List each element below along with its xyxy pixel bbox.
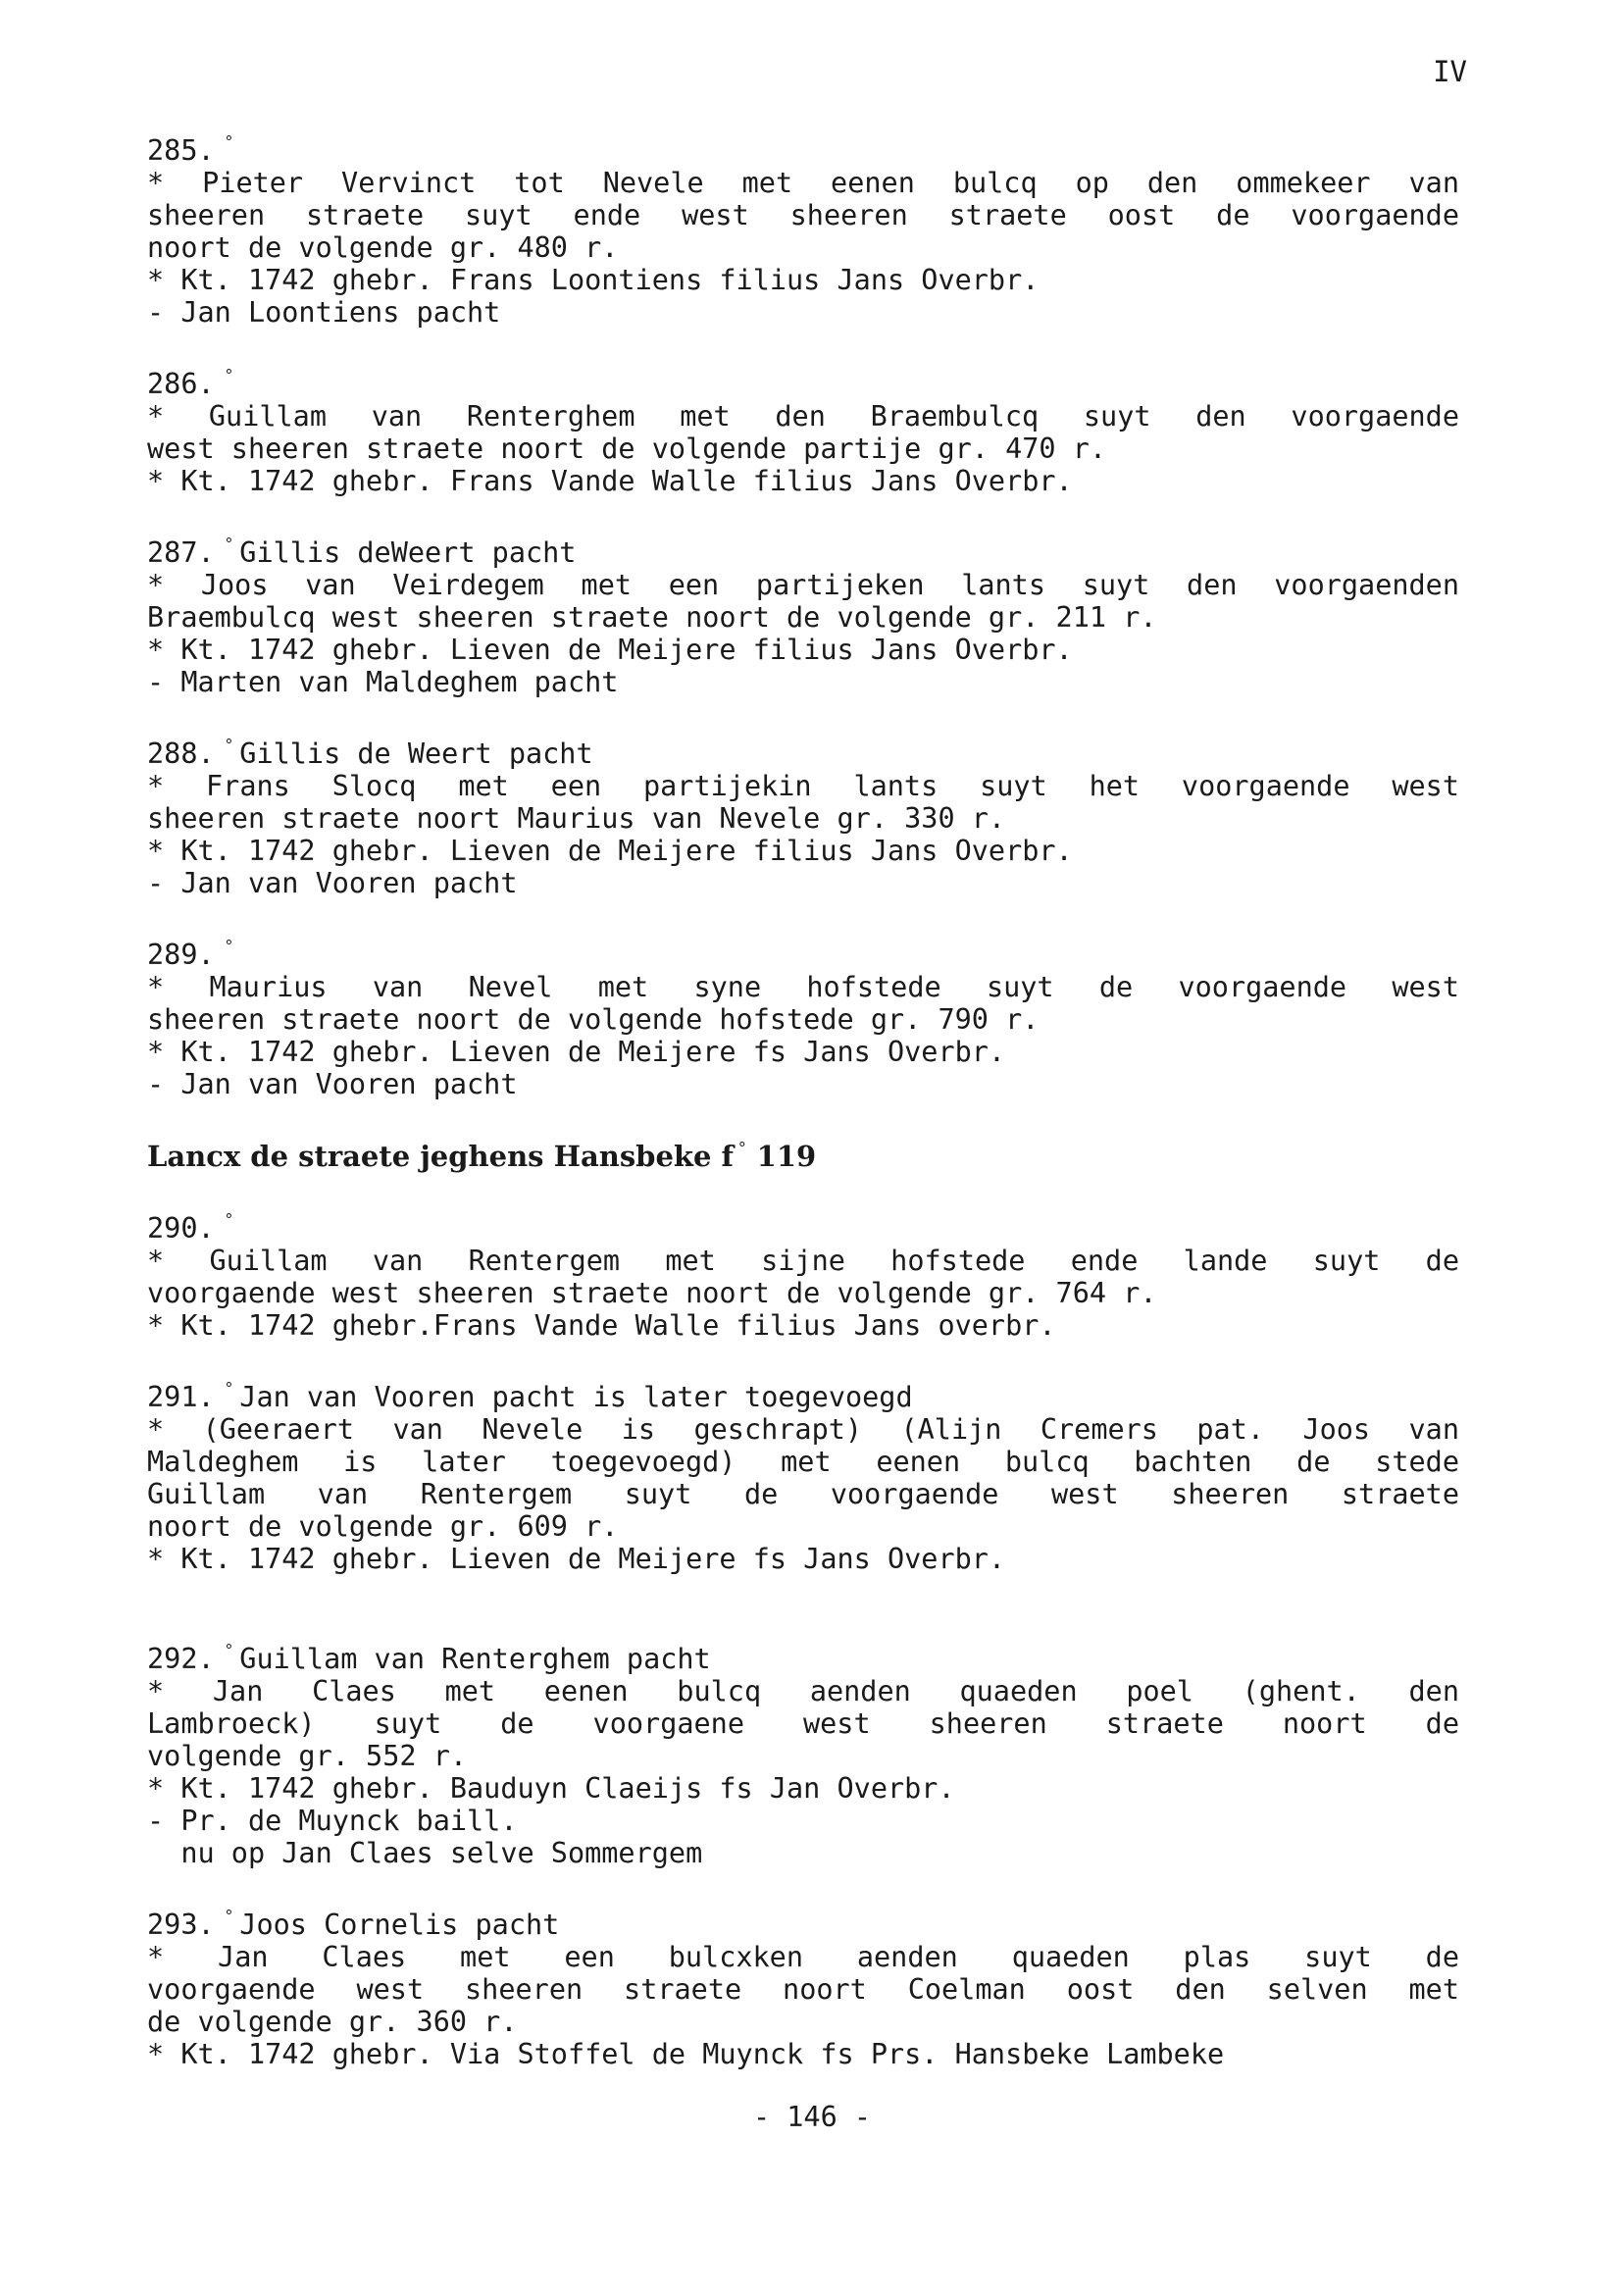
entry-line: nu op Jan Claes selve Sommergem xyxy=(147,1837,703,1869)
entry xyxy=(147,359,1459,497)
entry-line: * Kt. 1742 ghebr. Frans Loontiens filius Jans Overbr. xyxy=(147,264,1040,296)
entry-line: * Kt. 1742 ghebr. Bauduyn Claeijs fs Jan Overbr. xyxy=(147,1772,955,1805)
entry-header xyxy=(147,528,1459,569)
entry xyxy=(147,1203,1459,1342)
entry-line: * Guillam van Rentergem met sijne hofstede ende lande suyt de xyxy=(147,1245,1459,1277)
entry-note: Jan van Vooren pacht is later toegevoegd xyxy=(239,1381,913,1413)
entry-line: volgende gr. 552 r. xyxy=(147,1740,468,1772)
entry-line: de volgende gr. 360 r. xyxy=(147,2006,518,2038)
entry-header xyxy=(147,1372,1459,1413)
entry-line: * Kt. 1742 ghebr.Frans Vande Walle filius Jans overbr. xyxy=(147,1309,1056,1342)
entry-line: west sheeren straete noort de volgende partije gr. 470 r. xyxy=(147,433,1107,465)
entry-header xyxy=(147,1900,1459,1941)
entry-line: * Kt. 1742 ghebr. Lieven de Meijere filius Jans Overbr. xyxy=(147,835,1073,867)
section-heading xyxy=(147,1131,1459,1174)
entry-line: voorgaende west sheeren straete noort de volgende gr. 764 r. xyxy=(147,1277,1157,1309)
entry xyxy=(147,126,1459,329)
entry-line: * Kt. 1742 ghebr. Lieven de Meijere filius Jans Overbr. xyxy=(147,634,1073,666)
entry-line: * (Geeraert van Nevele is geschrapt) (Alijn Cremers pat. Joos van xyxy=(147,1413,1459,1446)
entry-header xyxy=(147,359,1459,400)
entry-line: - Jan van Vooren pacht xyxy=(147,867,518,899)
entry-number: 293. xyxy=(147,1909,215,1941)
entry-line: * Maurius van Nevel met syne hofstede suyt de voorgaende west xyxy=(147,971,1459,1003)
entry-header xyxy=(147,1203,1459,1245)
entry xyxy=(147,729,1459,899)
degree-mark: ° xyxy=(224,937,234,955)
degree-mark: ° xyxy=(224,132,234,151)
entry-line: sheeren straete noort de volgende hofstede gr. 790 r. xyxy=(147,1003,1040,1036)
entry-line: * Kt. 1742 ghebr. Via Stoffel de Muynck fs Prs. Hansbeke Lambeke xyxy=(147,2038,1225,2070)
entry-line: * Kt. 1742 ghebr. Frans Vande Walle filius Jans Overbr. xyxy=(147,465,1073,497)
degree-mark: ° xyxy=(737,1139,747,1157)
entry-note: Gillis de Weert pacht xyxy=(239,738,593,770)
entry xyxy=(147,1900,1459,2070)
entry-line: noort de volgende gr. 480 r. xyxy=(147,231,619,264)
entry-header xyxy=(147,126,1459,167)
entry-header xyxy=(147,930,1459,971)
entry-note: Guillam van Renterghem pacht xyxy=(239,1643,711,1675)
entry-line: sheeren straete noort Maurius van Nevele gr. 330 r. xyxy=(147,802,1006,835)
entry-line: noort de volgende gr. 609 r. xyxy=(147,1510,619,1543)
entry-line: * Jan Claes met een bulcxken aenden quaeden plas suyt de xyxy=(147,1941,1459,1973)
degree-mark: ° xyxy=(224,535,234,553)
entry-line: - Pr. de Muynck baill. xyxy=(147,1805,518,1837)
entry-line: Guillam van Rentergem suyt de voorgaende west sheeren straete xyxy=(147,1478,1459,1510)
entry-line: sheeren straete suyt ende west sheeren straete oost de voorgaende xyxy=(147,199,1459,231)
section-heading-folio: 119 xyxy=(756,1140,817,1173)
entry xyxy=(147,930,1459,1100)
degree-mark: ° xyxy=(224,366,234,384)
entry-line: Maldeghem is later toegevoegd) met eenen bulcq bachten de stede xyxy=(147,1446,1459,1478)
entry-number: 285. xyxy=(147,134,215,167)
entry-line: * Guillam van Renterghem met den Braembulcq suyt den voorgaende xyxy=(147,400,1459,433)
entry-line: - Jan Loontiens pacht xyxy=(147,296,501,329)
degree-mark: ° xyxy=(224,1641,234,1659)
entry-line: Lambroeck) suyt de voorgaene west sheeren straete noort de xyxy=(147,1707,1459,1740)
entry xyxy=(147,528,1459,698)
entry-header xyxy=(147,729,1459,770)
entry-line: - Marten van Maldeghem pacht xyxy=(147,666,619,698)
entry-number: 292. xyxy=(147,1643,215,1675)
entry-number: 290. xyxy=(147,1212,215,1245)
degree-mark: ° xyxy=(224,1210,234,1229)
degree-mark: ° xyxy=(224,736,234,754)
entry-line: * Kt. 1742 ghebr. Lieven de Meijere fs Jans Overbr. xyxy=(147,1036,1006,1068)
entry-number: 287. xyxy=(147,536,215,569)
entry-header xyxy=(147,1634,1459,1675)
section-heading-text: Lancx de straete jeghens Hansbeke f xyxy=(147,1140,735,1173)
entry-number: 291. xyxy=(147,1381,215,1413)
document-body xyxy=(147,126,1459,2101)
entry-line: voorgaende west sheeren straete noort Coelman oost den selven met xyxy=(147,1973,1459,2006)
page-number-footer: - 146 - xyxy=(752,2101,872,2133)
entry-number: 288. xyxy=(147,738,215,770)
entry xyxy=(147,1372,1459,1575)
entry-line: Braembulcq west sheeren straete noort de volgende gr. 211 r. xyxy=(147,601,1157,634)
entry-line: * Pieter Vervinct tot Nevele met eenen bulcq op den ommekeer van xyxy=(147,167,1459,199)
entry-note: Gillis deWeert pacht xyxy=(239,536,577,569)
entries-block-a xyxy=(147,126,1459,1100)
entry-number: 289. xyxy=(147,939,215,971)
entry-note: Joos Cornelis pacht xyxy=(239,1909,560,1941)
page-roman-numeral: IV xyxy=(1433,55,1467,88)
entry-line: - Jan van Vooren pacht xyxy=(147,1068,518,1100)
entry xyxy=(147,1634,1459,1869)
degree-mark: ° xyxy=(224,1907,234,1925)
degree-mark: ° xyxy=(224,1379,234,1398)
entry-line: * Jan Claes met eenen bulcq aenden quaeden poel (ghent. den xyxy=(147,1675,1459,1707)
entry-line: * Joos van Veirdegem met een partijeken lants suyt den voorgaenden xyxy=(147,569,1459,601)
entry-number: 286. xyxy=(147,368,215,400)
entries-block-b xyxy=(147,1203,1459,2070)
entry-line: * Frans Slocq met een partijekin lants suyt het voorgaende west xyxy=(147,770,1459,802)
entry-line: * Kt. 1742 ghebr. Lieven de Meijere fs Jans Overbr. xyxy=(147,1543,1006,1575)
